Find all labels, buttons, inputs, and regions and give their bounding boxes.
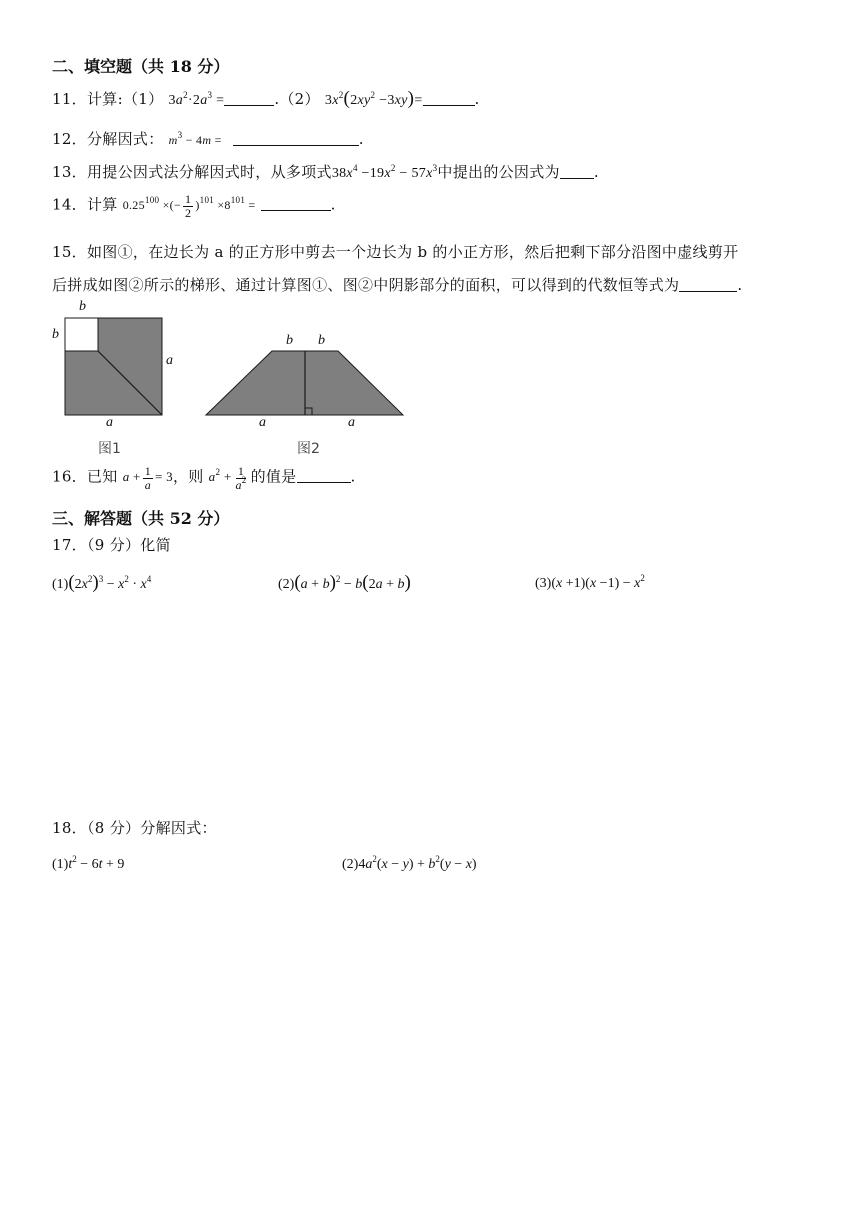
part-label: (3) bbox=[535, 576, 552, 591]
question-text: . bbox=[350, 467, 356, 486]
answer-blank[interactable] bbox=[297, 468, 351, 483]
question-17-part-3: $(3)(x +1)(x -1) - x^2$ bbox=[535, 573, 645, 591]
question-number: 17． bbox=[52, 536, 87, 554]
part-label: (2) bbox=[342, 857, 359, 872]
question-text: ，则 bbox=[172, 467, 204, 486]
figure-2-label-a-right: a bbox=[348, 415, 355, 430]
question-text: 中提出的公因式为 bbox=[437, 163, 560, 181]
figure-1 bbox=[46, 298, 186, 458]
question-text: 已知 bbox=[87, 467, 118, 486]
question-number: 14． bbox=[52, 195, 87, 214]
expression: $a^2$ + $\frac{1}{a^2}$ bbox=[208, 464, 247, 492]
question-18-part-2: $(2)4a^2(x - y) + b^2(y - x)$ bbox=[342, 854, 477, 872]
expression: $3a^2\cdot 2a^3$ = bbox=[168, 90, 225, 108]
question-text: . bbox=[593, 163, 599, 181]
question-number: 13． bbox=[52, 163, 87, 181]
question-text: 后拼成如图②所示的梯形、通过计算图①、图②中阴影部分的面积，可以得到的代数恒等式为 bbox=[52, 276, 680, 294]
question-text: . bbox=[358, 130, 364, 148]
question-17-part-1: $(1)(2x^2)^3 - x^2 \cdot x^4$ bbox=[52, 572, 152, 593]
figure-1-cut-square bbox=[65, 318, 98, 351]
section-title-answer: 三、解答题（共 52 分） bbox=[52, 509, 230, 528]
question-15-line-2 bbox=[52, 274, 742, 295]
answer-blank[interactable] bbox=[233, 131, 359, 146]
answer-blank[interactable] bbox=[423, 91, 475, 106]
figure-1-label-b-top: b bbox=[79, 299, 86, 314]
question-text: . bbox=[330, 195, 336, 214]
figure-2 bbox=[200, 340, 410, 420]
part-label: (1) bbox=[52, 857, 69, 872]
figure-1-caption: 图1 bbox=[98, 441, 121, 457]
question-16 bbox=[52, 465, 356, 492]
question-number: 15． bbox=[52, 243, 87, 261]
question-text: . bbox=[474, 90, 480, 108]
figure-2-label-b-right: b bbox=[318, 333, 325, 348]
question-number: 16． bbox=[52, 467, 87, 486]
question-text: （8 分）分解因式： bbox=[87, 819, 217, 837]
figure-2-label-b-left: b bbox=[286, 333, 293, 348]
question-number: 12． bbox=[52, 130, 87, 148]
question-18 bbox=[52, 817, 217, 838]
question-text: .（2） bbox=[274, 90, 320, 108]
figure-2-caption: 图2 bbox=[297, 441, 320, 457]
answer-blank[interactable] bbox=[679, 277, 737, 292]
question-text: 用提公因式法分解因式时，从多项式 bbox=[87, 163, 332, 181]
question-14 bbox=[52, 193, 336, 220]
expression: $0.25^{100}$ ×(− $\frac{1}{2}$ )$^{101} \times 8^{101}$ = bbox=[122, 192, 256, 220]
figure-1-label-b-left: b bbox=[52, 327, 59, 342]
question-17 bbox=[52, 534, 171, 555]
figure-2-label-a-left: a bbox=[259, 415, 266, 430]
question-number: 18． bbox=[52, 819, 87, 837]
expression: a + $\frac{1}{a}$ = 3 bbox=[122, 464, 173, 492]
part-label: (1) bbox=[52, 577, 69, 592]
answer-blank[interactable] bbox=[560, 164, 594, 179]
question-text: 计算:（1） bbox=[87, 90, 164, 108]
question-text: （9 分）化简 bbox=[87, 536, 171, 554]
part-label: (2) bbox=[278, 577, 295, 592]
question-15-line-1 bbox=[52, 241, 738, 262]
question-text: . bbox=[737, 276, 743, 294]
expression: $m^3 - 4m$ = bbox=[168, 130, 222, 147]
question-text: 分解因式： bbox=[87, 130, 164, 148]
answer-blank[interactable] bbox=[224, 91, 274, 106]
figure-1-label-a-right: a bbox=[166, 353, 173, 368]
answer-blank[interactable] bbox=[261, 196, 331, 211]
question-text: 的值是 bbox=[250, 467, 297, 486]
question-12 bbox=[52, 128, 364, 149]
expression: $38x^4 -19x^2 - 57x^3$ bbox=[331, 163, 438, 181]
question-18-part-1: $(1)t^2 - 6t + 9$ bbox=[52, 854, 125, 872]
expression: $3x^2(2xy^2 -3xy)=$ bbox=[324, 88, 423, 109]
figure-1-label-a-bottom: a bbox=[106, 415, 113, 430]
question-text: 如图①，在边长为 a 的正方形中剪去一个边长为 b 的小正方形，然后把剩下部分沿图中虚线剪开 bbox=[87, 243, 739, 261]
question-number: 11． bbox=[52, 90, 87, 108]
question-text: 计算 bbox=[87, 195, 118, 214]
question-11 bbox=[52, 88, 480, 110]
question-17-part-2: $(2)(a + b)^2 - b(2a + b)$ bbox=[278, 572, 411, 593]
section-title-fill-in: 二、填空题（共 18 分） bbox=[52, 57, 230, 76]
question-13 bbox=[52, 161, 599, 182]
